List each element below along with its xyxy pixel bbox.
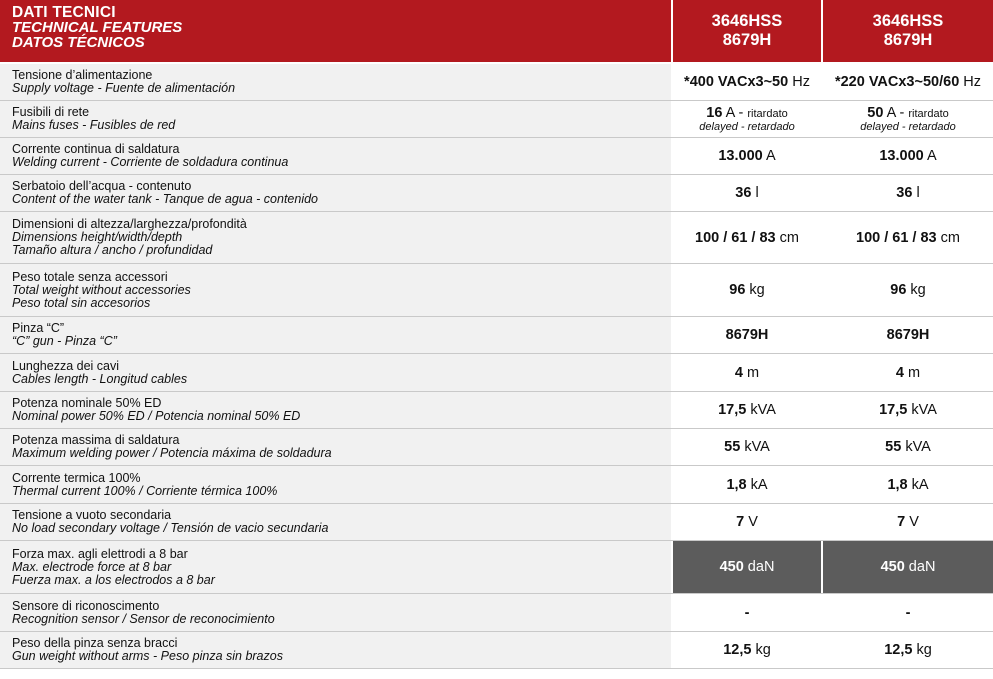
value-number: 13.000: [879, 148, 924, 164]
value-col-1: [673, 354, 821, 391]
row-dimensions: [0, 212, 993, 264]
value-unit: V: [905, 514, 919, 530]
value-unit: l: [912, 185, 920, 201]
value-number: -: [905, 604, 911, 621]
row-welding-current: [0, 138, 993, 175]
value-number: 36: [896, 185, 913, 201]
label-translation: Content of the water tank - Tanque de agua - contenido: [12, 192, 318, 206]
row-label: [0, 317, 671, 353]
value-col-1: [673, 175, 821, 211]
value-unit: Hz: [959, 74, 982, 90]
value-col-2: [823, 101, 993, 137]
value-col-1: [673, 594, 821, 631]
value-number: 450: [719, 559, 744, 575]
value-number: 7: [736, 514, 745, 530]
value-unit: kVA: [907, 402, 937, 418]
label-translation-2: Fuerza max. a los electrodos a 8 bar: [12, 572, 215, 587]
label-italian: Corrente continua di saldatura: [12, 142, 180, 156]
value-col-2: [823, 264, 993, 316]
value-number: 8679H: [725, 327, 769, 343]
label-translation: “C” gun - Pinza “C”: [12, 334, 117, 348]
title-english: TECHNICAL FEATURES: [12, 19, 183, 36]
value-col-1: [673, 101, 821, 137]
value-number: 7: [897, 514, 906, 530]
label-translation: Nominal power 50% ED / Potencia nominal 50% ED: [12, 409, 301, 423]
value-col-1: [673, 541, 821, 593]
value-number: 17,5: [718, 402, 747, 418]
label-italian: Peso della pinza senza bracci: [12, 636, 178, 650]
value-number: 55: [724, 439, 741, 455]
row-c-gun: [0, 317, 993, 354]
row-total-weight: [0, 264, 993, 317]
value-unit: A -: [722, 105, 748, 121]
spec-rows: [0, 64, 993, 669]
row-thermal-current: [0, 466, 993, 504]
value-col-2: [823, 212, 993, 263]
label-translation-2: Tamaño altura / ancho / profundidad: [12, 243, 213, 257]
value-col-1: [673, 392, 821, 428]
value-col-2: [823, 429, 993, 465]
row-label: [0, 594, 671, 631]
label-italian: Forza max. agli elettrodi a 8 bar: [12, 546, 188, 561]
value-col-1: [673, 212, 821, 263]
row-label: [0, 541, 671, 593]
label-translation: Welding current - Corriente de soldadura continua: [12, 155, 289, 169]
label-translation: Maximum welding power / Potencia máxima de soldadura: [12, 446, 332, 460]
value-unit: cm: [775, 229, 799, 246]
label-translation: Max. electrode force at 8 bar: [12, 559, 172, 574]
value-col-1: [673, 264, 821, 316]
label-italian: Serbatoio dell’acqua - contenuto: [12, 179, 192, 193]
value-number: 96: [890, 282, 907, 298]
value-unit: A: [923, 148, 937, 164]
value-unit: kA: [907, 476, 929, 493]
label-italian: Corrente termica 100%: [12, 470, 141, 485]
value-col-1: [673, 64, 821, 100]
value-number: -: [744, 604, 750, 621]
value-col-2: [823, 392, 993, 428]
value-unit: kVA: [746, 402, 776, 418]
value-col-2: [823, 594, 993, 631]
value-number: *400 VACx3~50: [684, 74, 789, 90]
label-italian: Fusibili di rete: [12, 105, 90, 119]
value-number: 1,8: [726, 476, 747, 493]
row-water-tank: [0, 175, 993, 212]
row-cables-length: [0, 354, 993, 392]
value-unit: A: [762, 148, 776, 164]
label-italian: Lunghezza dei cavi: [12, 358, 120, 373]
column-2-gun: 8679H: [883, 31, 933, 49]
title-italian: DATI TECNICI: [12, 4, 116, 21]
value-number: 13.000: [718, 148, 763, 164]
column-header-2: [823, 0, 993, 62]
value-number: 100 / 61 / 83: [856, 229, 937, 246]
value-number: 50: [867, 105, 884, 121]
value-unit: kg: [751, 642, 771, 658]
label-italian: Tensione a vuoto secondaria: [12, 508, 172, 522]
value-unit: daN: [743, 559, 775, 575]
row-label: [0, 101, 671, 137]
label-translation: Dimensions height/width/depth: [12, 230, 183, 244]
row-label: [0, 138, 671, 174]
header-title: [0, 0, 671, 62]
label-italian: Peso totale senza accessori: [12, 269, 168, 284]
value-number: 96: [729, 282, 746, 298]
value-col-1: [673, 466, 821, 503]
row-gun-weight: [0, 632, 993, 669]
value-note: ritardato: [908, 108, 949, 120]
row-electrode-force: [0, 541, 993, 594]
value-subnote: delayed - retardado: [699, 121, 795, 133]
value-col-1: [673, 632, 821, 668]
value-note: ritardato: [747, 108, 788, 120]
value-col-2: [823, 632, 993, 668]
column-header-1: [673, 0, 821, 62]
value-number: 4: [734, 364, 743, 381]
row-label: [0, 264, 671, 316]
column-1-model: 3646HSS: [711, 12, 783, 30]
row-nominal-power: [0, 392, 993, 429]
label-translation: Gun weight without arms - Peso pinza sin brazos: [12, 649, 283, 663]
row-no-load-voltage: [0, 504, 993, 541]
label-italian: Dimensioni di altezza/larghezza/profondità: [12, 217, 247, 231]
value-unit: V: [744, 514, 758, 530]
row-label: [0, 64, 671, 100]
label-translation: Total weight without accessories: [12, 282, 191, 297]
row-max-welding-power: [0, 429, 993, 466]
label-translation: Recognition sensor / Sensor de reconocimiento: [12, 611, 275, 626]
label-translation: Cables length - Longitud cables: [12, 371, 188, 386]
row-label: [0, 504, 671, 540]
value-number: *220 VACx3~50/60: [834, 74, 960, 90]
column-1-gun: 8679H: [722, 31, 772, 49]
value-unit: kg: [906, 282, 926, 298]
value-number: 4: [895, 364, 904, 381]
value-unit: A -: [883, 105, 909, 121]
value-unit: kg: [912, 642, 932, 658]
value-unit: kVA: [901, 439, 931, 455]
value-col-1: [673, 504, 821, 540]
value-unit: cm: [936, 229, 960, 246]
value-number: 12,5: [723, 642, 752, 658]
row-label: [0, 632, 671, 668]
row-label: [0, 175, 671, 211]
value-number: 12,5: [884, 642, 913, 658]
value-number: 100 / 61 / 83: [695, 229, 776, 246]
value-col-2: [823, 317, 993, 353]
row-label: [0, 212, 671, 263]
value-number: 17,5: [879, 402, 908, 418]
row-label: [0, 466, 671, 503]
value-number: 55: [885, 439, 902, 455]
value-col-1: [673, 429, 821, 465]
label-italian: Pinza “C”: [12, 321, 65, 335]
row-label: [0, 429, 671, 465]
label-italian: Sensore di riconoscimento: [12, 598, 160, 613]
value-col-1: [673, 138, 821, 174]
value-col-1: [673, 317, 821, 353]
value-number: 450: [880, 559, 905, 575]
value-col-2: [823, 175, 993, 211]
value-col-2: [823, 504, 993, 540]
value-col-2: [823, 138, 993, 174]
value-col-2: [823, 354, 993, 391]
value-col-2: [823, 466, 993, 503]
value-subnote: delayed - retardado: [860, 121, 956, 133]
label-translation: Thermal current 100% / Corriente térmica 100%: [12, 483, 278, 498]
value-number: 16: [706, 105, 723, 121]
value-unit: kA: [746, 476, 768, 493]
value-unit: kVA: [740, 439, 770, 455]
value-unit: daN: [904, 559, 936, 575]
row-label: [0, 354, 671, 391]
label-italian: Potenza nominale 50% ED: [12, 396, 162, 410]
value-unit: kg: [745, 282, 765, 298]
value-col-2: [823, 541, 993, 593]
row-mains-fuses: [0, 101, 993, 138]
label-translation: No load secondary voltage / Tensión de vacio secundaria: [12, 521, 329, 535]
value-number: 1,8: [887, 476, 908, 493]
value-unit: l: [751, 185, 759, 201]
value-number: 36: [735, 185, 752, 201]
row-label: [0, 392, 671, 428]
label-translation: Mains fuses - Fusibles de red: [12, 118, 176, 132]
label-italian: Potenza massima di saldatura: [12, 433, 180, 447]
value-unit: m: [742, 364, 760, 381]
table-header: [0, 0, 993, 62]
value-unit: m: [903, 364, 921, 381]
column-2-model: 3646HSS: [872, 12, 944, 30]
title-spanish: DATOS TÉCNICOS: [12, 34, 145, 51]
value-unit: Hz: [788, 74, 810, 90]
row-recognition-sensor: [0, 594, 993, 632]
label-translation-2: Peso total sin accesorios: [12, 295, 151, 310]
label-translation: Supply voltage - Fuente de alimentación: [12, 81, 236, 95]
value-col-2: [823, 64, 993, 100]
row-supply-voltage: [0, 64, 993, 101]
value-number: 8679H: [886, 327, 930, 343]
label-italian: Tensione d’alimentazione: [12, 68, 153, 82]
